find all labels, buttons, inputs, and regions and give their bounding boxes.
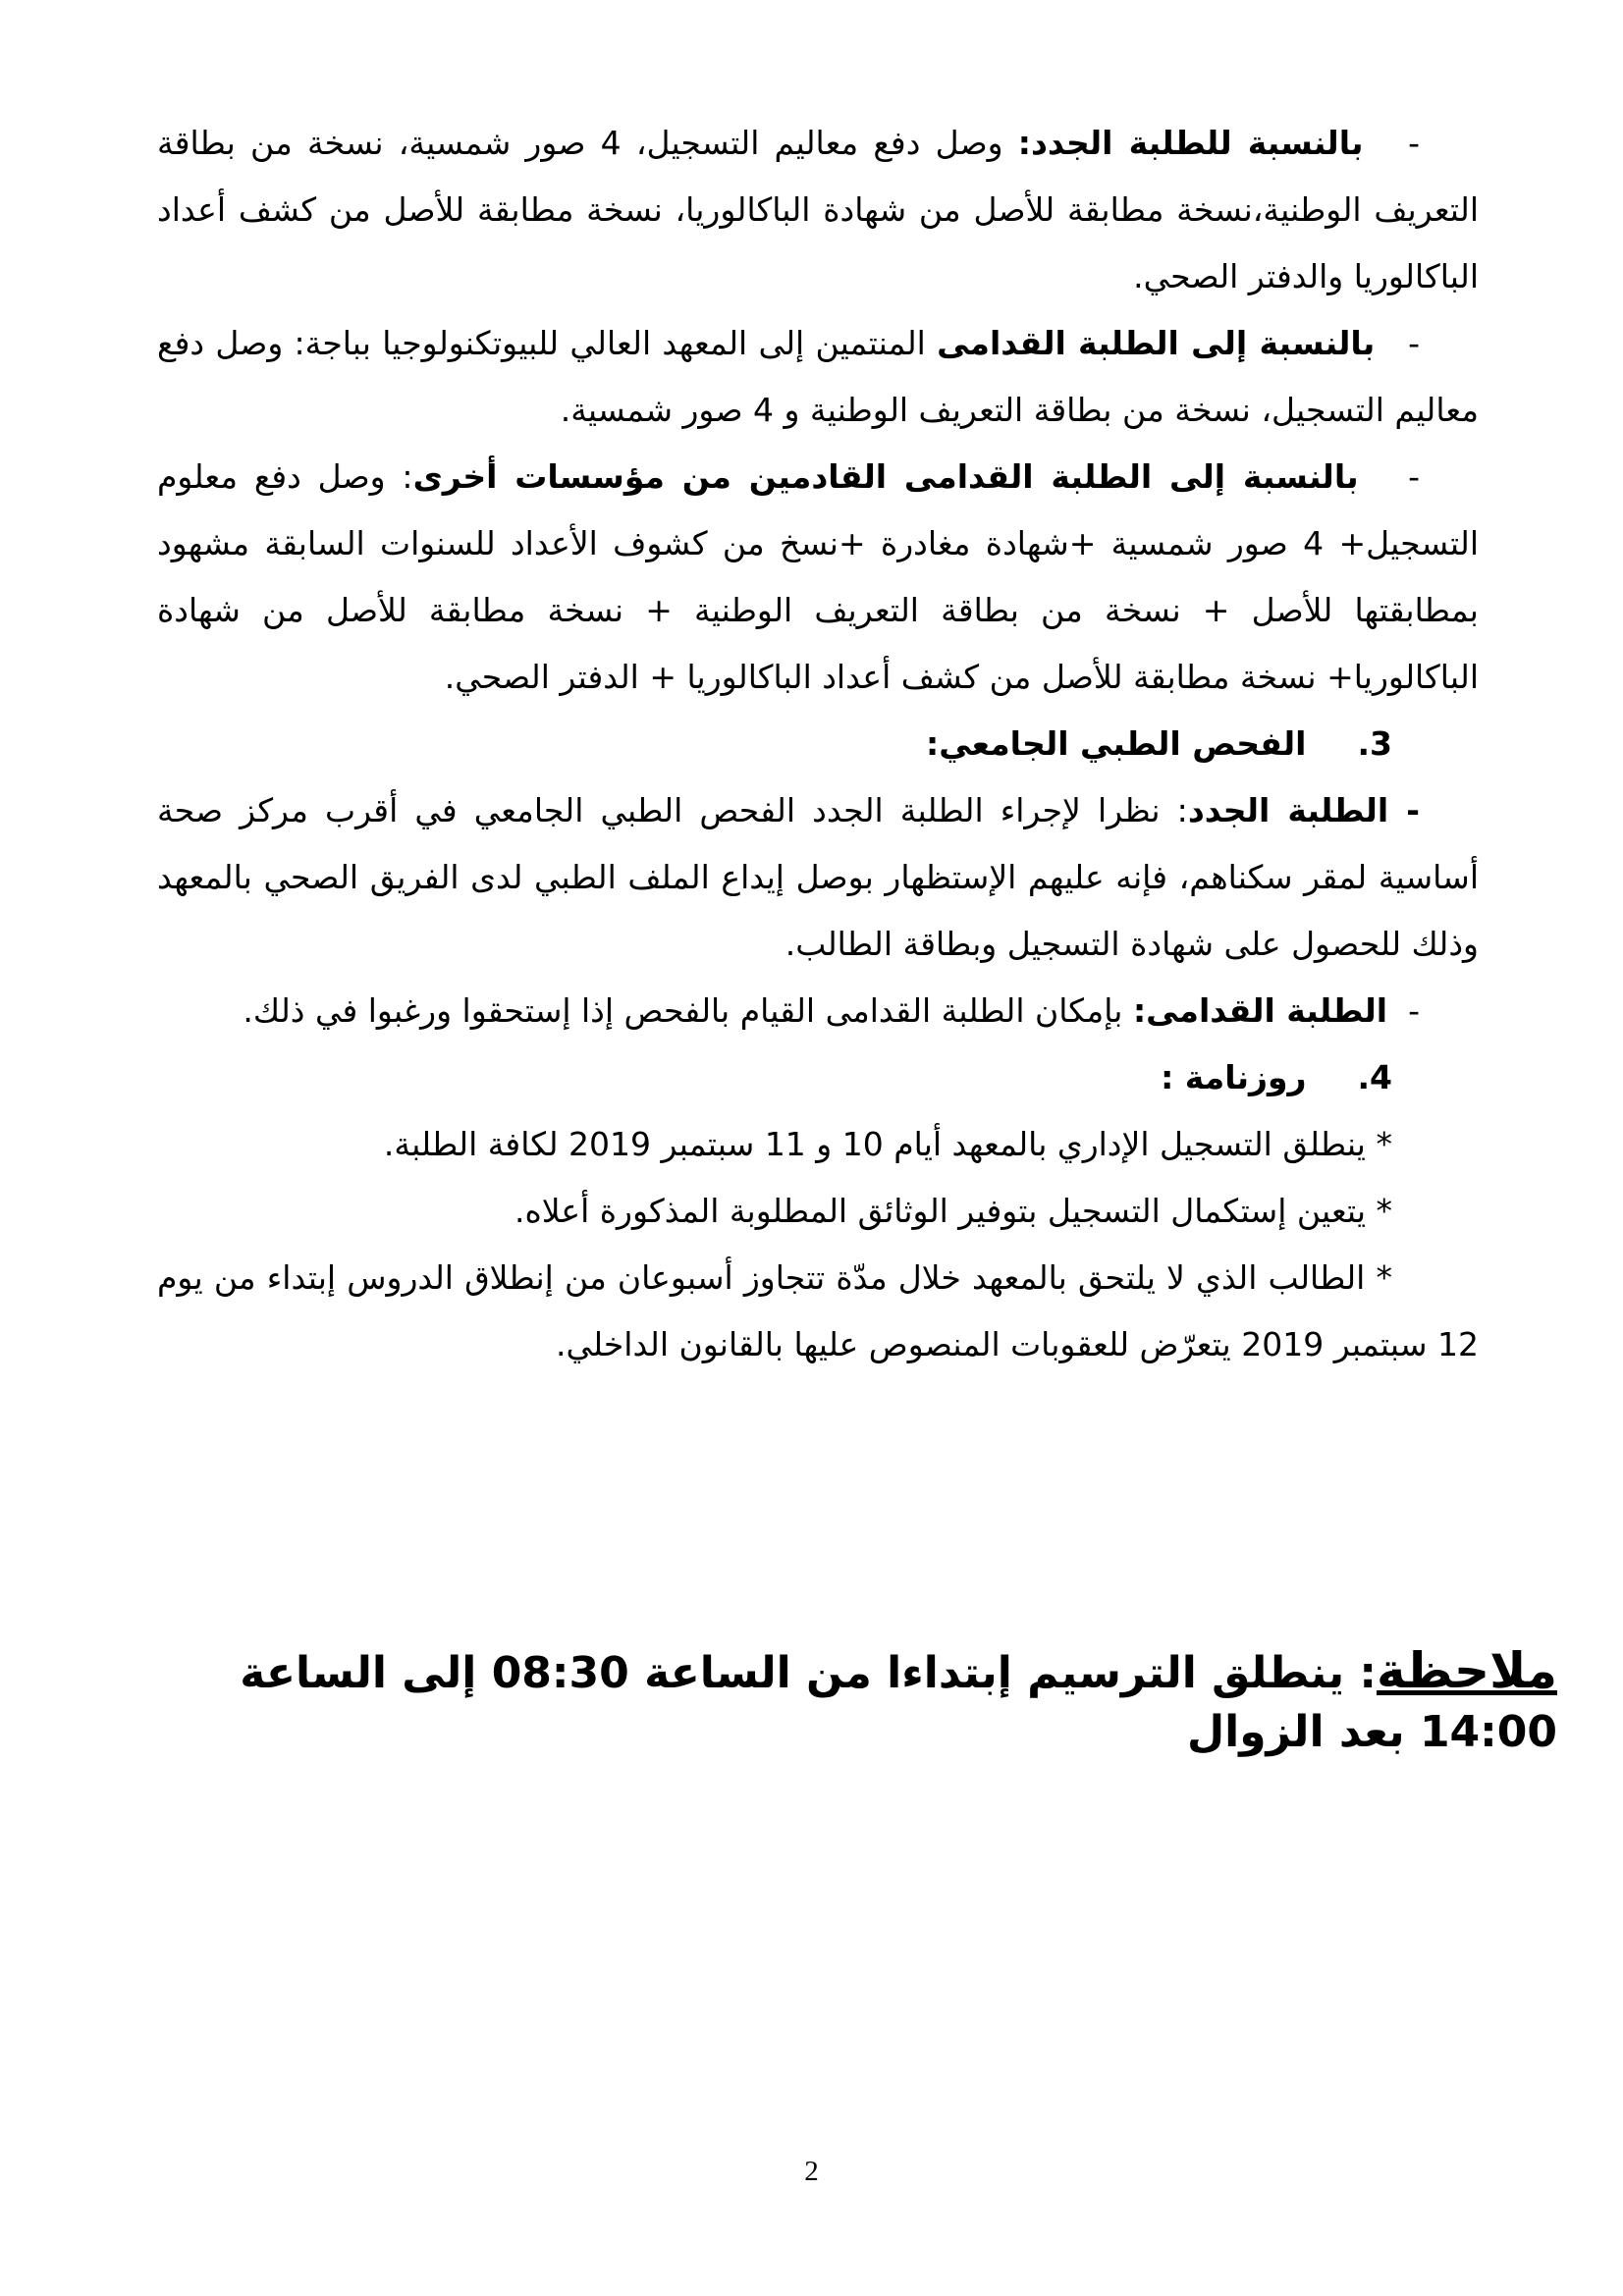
medical-old-label: الطلبة القدامى: [1132,991,1388,1030]
bullet-dash: - [1408,457,1420,496]
other-institutions-label: بالنسبة إلى الطلبة القدامى القادمين من مؤسسات أخرى [412,457,1359,496]
section-4-title: روزنامة : [1161,1058,1307,1096]
section-3-title: الفحص الطبي الجامعي: [926,724,1307,763]
schedule-item: * يتعين إستكمال التسجيل بتوفير الوثائق المطلوبة المذكورة أعلاه. [514,1192,1392,1230]
medical-new-text: : نظرا لإجراء الطلبة الجدد الفحص الطبي الجامعي في أقرب مركز صحة أساسية لمقر سكناهم، فإنه عليهم الإستظهار بوصل إيداع الملف الطبي لدى الفريق الصحي بالمعهد وذلك للحصول على شهادة التسجيل وبطاقة الطالب. [157,791,1479,963]
paragraph-new-students [157,110,1479,310]
returning-students-text: المنتمين إلى المعهد العالي للبيوتكنولوجيا بباجة: وصل دفع معاليم التسجيل، نسخة من بطاقة التعريف الوطنية و 4 صور شمسية. [157,324,1479,429]
section-3-heading [157,711,1479,777]
bullet-dash: - [1408,991,1420,1030]
section-4-heading [157,1044,1479,1111]
paragraph-returning-students [157,310,1479,444]
bullet-dash: - [1408,324,1420,362]
returning-students-label: بالنسبة إلى الطلبة القدامى [937,324,1376,362]
paragraph-other-institutions [157,444,1479,711]
new-students-label: بالنسبة للطلبة الجدد: [1017,124,1364,162]
medical-old-text: بإمكان الطلبة القدامى القيام بالفحص إذا إستحقوا ورغبوا في ذلك. [243,991,1133,1030]
schedule-item: * ينطلق التسجيل الإداري بالمعهد أيام 10 و 11 سبتمبر 2019 لكافة الطلبة. [383,1125,1392,1163]
schedule-item: * الطالب الذي لا يلتحق بالمعهد خلال مدّة تتجاوز أسبوعان من إنطلاق الدروس إبتداء من يوم 12 سبتمبر 2019 يتعرّض للعقوبات المنصوص عليها بالقانون الداخلي. [157,1258,1479,1363]
bullet-dash: - [1408,124,1420,162]
document-body [157,110,1479,1378]
section-4-number: 4. [1357,1058,1392,1096]
other-institutions-text: : وصل دفع معلوم التسجيل+ 4 صور شمسية +شهادة مغادرة +نسخ من كشوف الأعداد للسنوات السابقة مشهود بمطابقتها للأصل + نسخة من بطاقة التعريف الوطنية + نسخة مطابقة للأصل من شهادة الباكالوريا+ نسخة مطابقة للأصل من كشف أعداد الباكالوريا + الدفتر الصحي. [157,457,1479,696]
section-3-number: 3. [1357,724,1392,763]
note-label: ملاحظة [1377,1642,1557,1699]
note-block [216,1641,1557,1762]
page-number: 2 [804,2156,819,2187]
note-text: : ينطلق الترسيم إبتداءا من الساعة 08:30 إلى الساعة 14:00 بعد الزوال [240,1648,1557,1757]
medical-new-label: - الطلبة الجدد [1187,791,1420,829]
paragraph-medical-old [157,978,1479,1044]
paragraph-medical-new [157,777,1479,978]
new-students-text: وصل دفع معاليم التسجيل، 4 صور شمسية، نسخة من بطاقة التعريف الوطنية،نسخة مطابقة للأصل من شهادة الباكالوريا، نسخة مطابقة للأصل من كشف أعداد الباكالوريا والدفتر الصحي. [157,124,1479,295]
